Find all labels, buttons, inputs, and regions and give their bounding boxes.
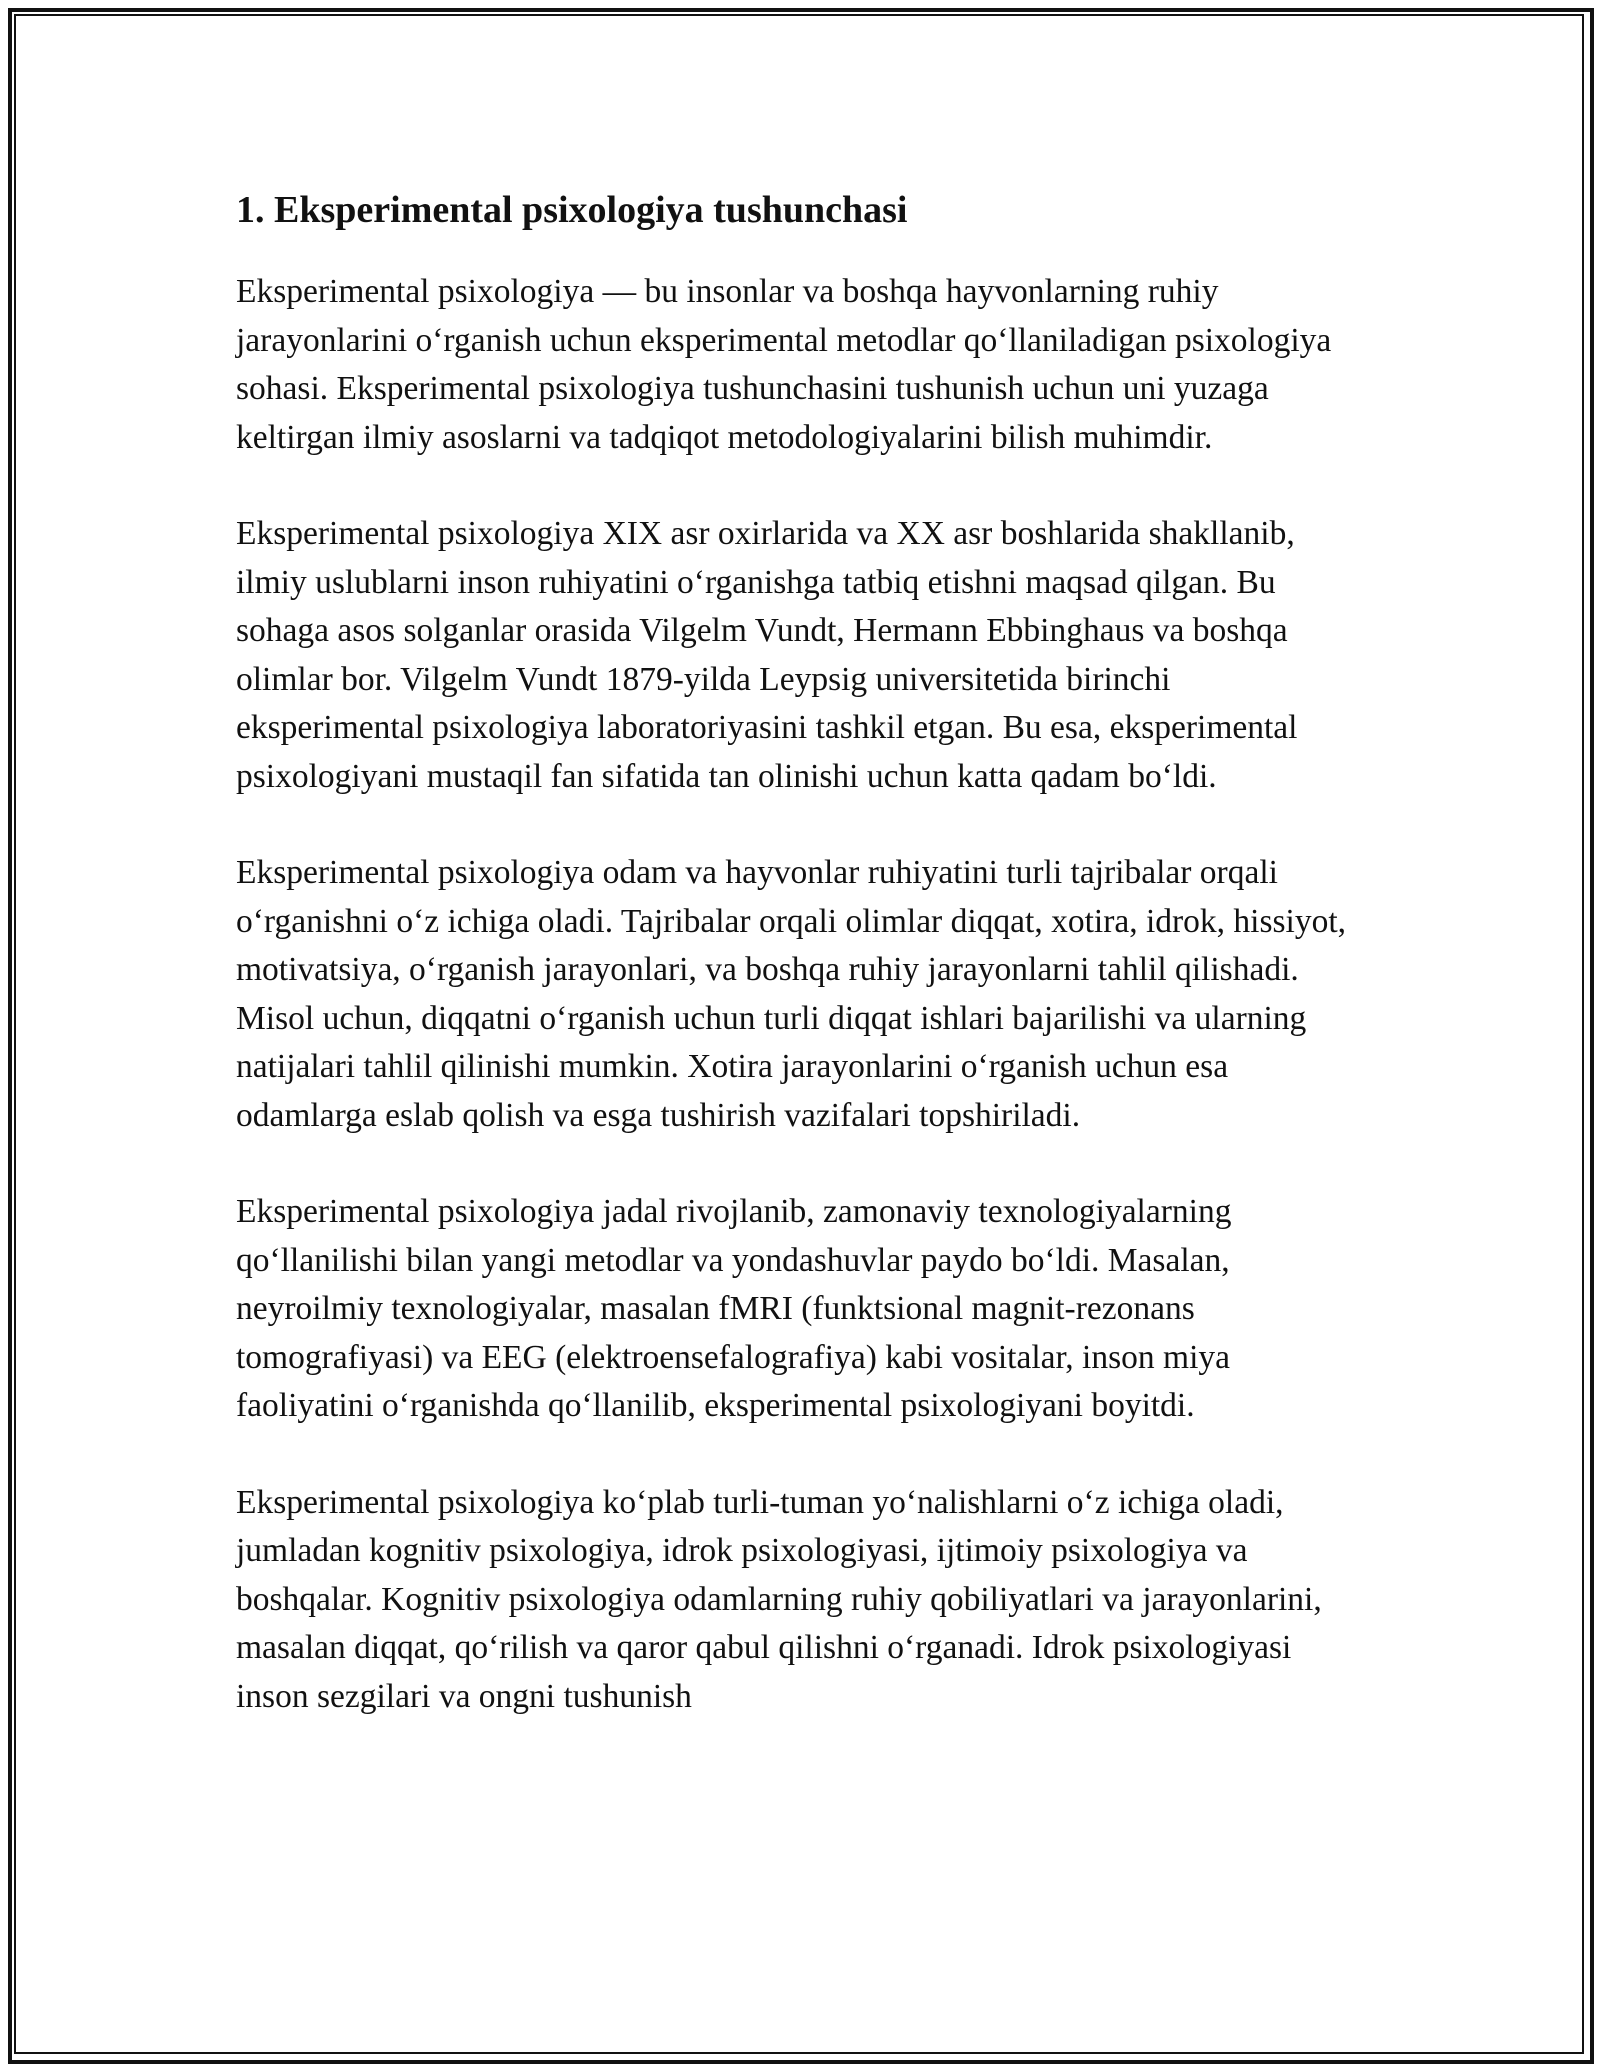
section-heading: 1. Eksperimental psixologiya tushunchasi xyxy=(236,189,908,231)
document-body xyxy=(236,186,1366,1769)
paragraph-3: Eksperimental psixologiya odam va hayvonlar ruhiyatini turli tajribalar orqali o‘rganishni o‘z ichiga oladi. Tajribalar orqali olimlar diqqat, xotira, idrok, hissiyot, motivatsiya, o‘rganish jarayonlari, va boshqa ruhiy jarayonlarni tahlil qilishadi. Misol uchun, diqqatni o‘rganish uchun turli diqqat ishlari bajarilishi va ularning natijalari tahlil qilinishi mumkin. Xotira jarayonlarini o‘rganish uchun esa odamlarga eslab qolish va esga tushirish vazifalari topshiriladi. xyxy=(236,854,1347,1134)
paragraph-2: Eksperimental psixologiya XIX asr oxirlarida va XX asr boshlarida shakllanib, ilmiy uslublarni inson ruhiyatini o‘rganishga tatbiq etishni maqsad qilgan. Bu sohaga asos solganlar orasida Vilgelm Vundt, Hermann Ebbinghaus va boshqa olimlar bor. Vilgelm Vundt 1879-yilda Leypsig universitetida birinchi eksperimental psixologiya laboratoriyasini tashkil etgan. Bu esa, eksperimental psixologiyani mustaqil fan sifatida tan olinishi uchun katta qadam bo‘ldi. xyxy=(236,515,1298,795)
paragraph-5: Eksperimental psixologiya ko‘plab turli-tuman yo‘nalishlarni o‘z ichiga oladi, jumladan kognitiv psixologiya, idrok psixologiyasi, ijtimoiy psixologiya va boshqalar. Kognitiv psixologiya odamlarning ruhiy qobiliyatlari va jarayonlarini, masalan diqqat, qo‘rilish va qaror qabul qilishni o‘rganadi. Idrok psixologiyasi inson sezgilari va ongni tushunish xyxy=(236,1483,1322,1715)
paragraph-1: Eksperimental psixologiya — bu insonlar va boshqa hayvonlarning ruhiy jarayonlarini o‘rganish uchun eksperimental metodlar qo‘llaniladigan psixologiya sohasi. Eksperimental psixologiya tushunchasini tushunish uchun uni yuzaga keltirgan ilmiy asoslarni va tadqiqot metodologiyalarini bilish muhimdir. xyxy=(236,273,1332,456)
paragraph-4: Eksperimental psixologiya jadal rivojlanib, zamonaviy texnologiyalarning qo‘llanilishi bilan yangi metodlar va yondashuvlar paydo bo‘ldi. Masalan, neyroilmiy texnologiyalar, masalan fMRI (funktsional magnit-rezonans tomografiyasi) va EEG (elektroensefalografiya) kabi vositalar, inson miya faoliyatini o‘rganishda qo‘llanilib, eksperimental psixologiyani boyitdi. xyxy=(236,1193,1232,1424)
